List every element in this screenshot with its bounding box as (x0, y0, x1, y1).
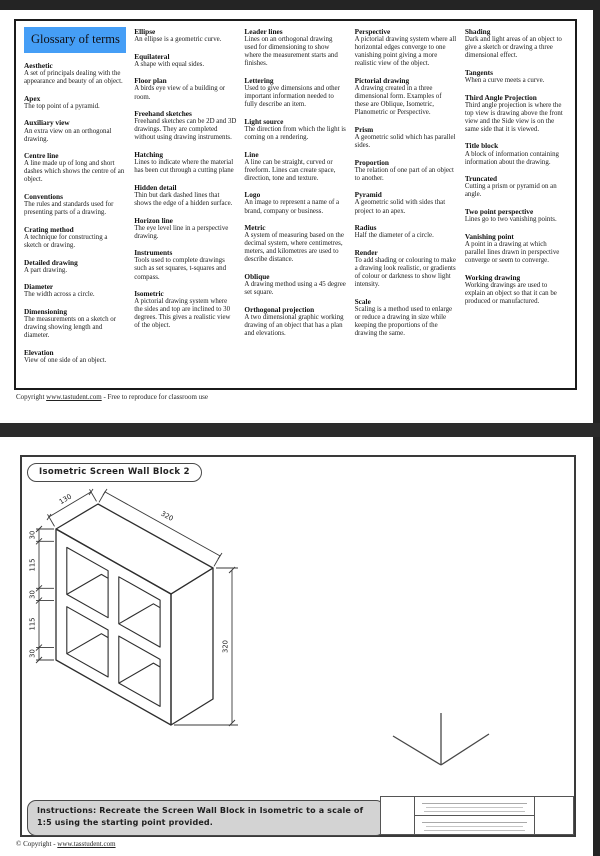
glossary-definition: Thin but dark dashed lines that shows the edge of a hidden surface. (134, 191, 233, 207)
glossary-term: Prism (354, 124, 374, 134)
glossary-term: Title block (464, 141, 499, 151)
glossary-definition: Tools used to complete drawings such as set squares, t-squares and compass. (134, 257, 227, 281)
glossary-definition: When a curve meets a curve. (464, 76, 545, 84)
glossary-entry (134, 216, 236, 241)
starting-point-symbol (375, 703, 515, 778)
glossary-column-4 (355, 27, 457, 382)
glossary-column-2 (134, 27, 236, 382)
copyright-text: © Copyright - (16, 840, 58, 848)
glossary-term: Floor plan (134, 76, 167, 86)
glossary-term: Light source (244, 116, 284, 126)
glossary-definition: An extra view on an orthogonal drawing. (24, 127, 112, 143)
glossary-term: Proportion (354, 157, 389, 167)
placeholder-line (424, 811, 525, 813)
glossary-term: Logo (244, 190, 261, 200)
glossary-definition: A technique for constructing a sketch or drawing. (24, 233, 108, 250)
title-block (380, 796, 574, 835)
glossary-definition: A shape with equal sides. (134, 60, 205, 68)
glossary-definition: The relation of one part of an object to another. (354, 166, 454, 182)
glossary-definition: The top point of a pyramid. (24, 102, 100, 110)
placeholder-line (426, 826, 524, 828)
glossary-entry (355, 248, 457, 289)
copyright-link[interactable]: www.tastudent.com (46, 393, 102, 401)
block-openings (67, 547, 160, 706)
glossary-term: Hatching (134, 149, 163, 159)
glossary-definition: A line made up of long and short dashes which shows the centre of an object. (24, 160, 125, 184)
worksheet-page (20, 455, 576, 837)
glossary-definition: A two dimensional graphic working drawing of an object that has a plan and elevations. (244, 313, 344, 338)
page-gap-band (0, 423, 600, 437)
copyright-link[interactable]: www.tasstudent.com (57, 840, 116, 848)
glossary-entry (465, 207, 567, 224)
glossary-entry (24, 348, 126, 365)
glossary-entry (244, 272, 346, 297)
glossary-entry (355, 190, 457, 215)
glossary-entry (355, 76, 457, 117)
glossary-column-5 (465, 27, 567, 382)
glossary-definition: A drawing method using a 45 degree set square. (244, 281, 346, 297)
glossary-entry (24, 258, 126, 275)
glossary-definition: To add shading or colouring to make a drawing look realistic, or gradients of colour or darkness to show light intensity. (354, 256, 456, 289)
title-block-row (415, 816, 534, 834)
placeholder-line (422, 822, 527, 824)
glossary-term: Equilateral (134, 51, 170, 61)
glossary-term: Vanishing point (464, 231, 514, 241)
title-block-cell (534, 797, 573, 834)
glossary-definition: A pictorial drawing system where all horizontal edges converge to one vanishing point giving a more realistic view of the object. (354, 36, 457, 68)
glossary-term: Ellipse (134, 27, 156, 36)
glossary-term: Two point perspective (464, 206, 534, 216)
glossary-term: Line (244, 149, 259, 159)
glossary-definition: A birds eye view of a building or room. (134, 85, 226, 101)
glossary-definition: A drawing created in a three dimensional form. Examples of these are Oblique, Isometric, Planometric or Perspective. (354, 85, 442, 117)
title-block-cell (381, 797, 415, 834)
glossary-entry (244, 150, 346, 183)
page1-copyright (16, 393, 208, 401)
glossary-entry (465, 93, 567, 134)
glossary-entry (24, 307, 126, 340)
dim-height-label: 320 (221, 640, 230, 653)
dim-chain-label: 115 (28, 558, 37, 572)
glossary-definition: View of one side of an object. (24, 356, 107, 364)
placeholder-line (422, 803, 527, 805)
glossary-entry (355, 27, 457, 68)
worksheet-title-badge: Isometric Screen Wall Block 2 (27, 463, 202, 482)
glossary-entry (244, 223, 346, 264)
glossary-term: Radius (354, 223, 377, 233)
glossary-page (14, 19, 577, 390)
glossary-term: Lettering (244, 75, 274, 85)
glossary-definition: A point in a drawing at which parallel lines drawn in perspective converge or seem to converge. (464, 240, 560, 264)
glossary-entry (465, 141, 567, 166)
glossary-term: Orthogonal projection (244, 304, 315, 314)
glossary-term: Leader lines (244, 27, 283, 36)
glossary-term: Pyramid (354, 190, 382, 200)
glossary-entry (355, 158, 457, 183)
glossary-entry (134, 52, 236, 69)
copyright-suffix: - Free to reproduce for classroom use (101, 393, 209, 401)
glossary-term: Hidden detail (134, 182, 177, 192)
page2-copyright (16, 840, 116, 848)
glossary-definition: The width across a circle. (24, 291, 95, 299)
glossary-term: Elevation (24, 347, 54, 357)
glossary-definition: The direction from which the light is coming on a rendering. (244, 125, 346, 141)
glossary-term: Metric (244, 223, 266, 233)
glossary-entry (465, 273, 567, 306)
glossary-term: Perspective (354, 27, 391, 36)
glossary-entry (134, 248, 236, 281)
glossary-term: Crating method (24, 224, 74, 234)
glossary-definition: Scaling is a method used to enlarge or reduce a drawing in size while keeping the proportions of the drawing the same. (354, 305, 453, 338)
glossary-entry (465, 27, 567, 60)
glossary-definition: The rules and standards used for presenting parts of a drawing. (24, 201, 114, 217)
glossary-entry (465, 68, 567, 85)
glossary-entry (244, 190, 346, 215)
glossary-entry (24, 118, 126, 143)
instructions-box: Instructions: Recreate the Screen Wall Block in Isometric to a scale of 1:5 using the starting point provided. (27, 800, 385, 836)
glossary-term: Render (354, 247, 378, 257)
dimension-labels (29, 493, 230, 658)
glossary-term: Instruments (134, 248, 173, 258)
dim-chain-label: 30 (28, 590, 37, 599)
glossary-entry (134, 27, 236, 44)
glossary-column-3 (244, 27, 346, 382)
glossary-term: Detailed drawing (24, 257, 78, 267)
dim-chain-label: 30 (28, 530, 37, 540)
glossary-entry (24, 61, 126, 86)
glossary-term: Shading (464, 27, 491, 36)
glossary-entry (244, 76, 346, 109)
dim-chain-label: 30 (28, 649, 37, 658)
glossary-entry (244, 305, 346, 338)
glossary-term: Working drawing (464, 272, 521, 282)
glossary-term: Apex (24, 93, 41, 103)
glossary-entry (244, 27, 346, 68)
dim-chain-label: 115 (28, 617, 37, 631)
page-title: Glossary of terms (24, 27, 126, 53)
glossary-term: Aesthetic (24, 61, 53, 70)
glossary-definition: Working drawings are used to explain an object so that it can be produced or manufactured. (464, 281, 557, 305)
glossary-definition: A part drawing. (24, 266, 68, 274)
glossary-entry (134, 150, 236, 175)
glossary-definition: The eye level line in a perspective drawing. (134, 224, 229, 240)
dim-width-label: 320 (159, 509, 175, 523)
glossary-term: Centre line (24, 151, 59, 161)
glossary-definition: A line can be straight, curved or freeform. Lines can create space, direction, tone and texture. (244, 158, 336, 182)
glossary-definition: A set of principals dealing with the appearance and beauty of an object. (24, 70, 123, 86)
glossary-entry (465, 232, 567, 265)
glossary-definition: Used to give dimensions and other important information needed to fully describe an item. (244, 85, 340, 109)
copyright-text: Copyright (16, 393, 47, 401)
glossary-definition: Dark and light areas of an object to give a sketch or drawing a three dimensional effect. (464, 36, 562, 60)
glossary-definition: Freehand sketches can be 2D and 3D drawings. They are completed without using drawing instruments. (134, 118, 237, 142)
glossary-entry (244, 117, 346, 142)
isometric-drawing (28, 483, 268, 783)
glossary-term: Auxiliary view (24, 118, 70, 128)
glossary-definition: Cutting a prism or pyramid on an angle. (464, 183, 557, 199)
glossary-definition: A geometric solid with sides that project to an apex. (354, 199, 446, 215)
glossary-entry (134, 289, 236, 330)
placeholder-line (424, 830, 525, 832)
glossary-term: Oblique (244, 272, 270, 282)
title-block-row (415, 797, 534, 816)
glossary-entry (24, 151, 126, 184)
glossary-entry (355, 223, 457, 240)
glossary-term: Diameter (24, 282, 54, 292)
glossary-definition: Third angle projection is where the top view is drawing above the front view and the Side view is on the same side that it is viewed. (464, 101, 563, 133)
glossary-definition: Half the diameter of a circle. (354, 232, 434, 240)
glossary-term: Scale (354, 296, 371, 306)
glossary-term: Isometric (134, 289, 164, 299)
glossary-entry (24, 282, 126, 299)
glossary-term: Horizon line (134, 215, 173, 225)
glossary-definition: A block of information containing information about the drawing. (464, 150, 559, 166)
glossary-term: Pictorial drawing (354, 75, 410, 85)
glossary-definition: Lines go to two vanishing points. (464, 216, 557, 224)
glossary-column-1 (24, 27, 126, 382)
glossary-term: Truncated (464, 174, 498, 184)
glossary-definition: Lines to indicate where the material has been cut through a cutting plane (134, 159, 234, 175)
glossary-definition: A pictorial drawing system where the sides and top are inclined to 30 degrees. This gives a realistic view of the object. (134, 298, 231, 330)
viewer-top-edge (0, 0, 600, 10)
title-block-fields (415, 797, 534, 834)
glossary-entry (134, 183, 236, 208)
glossary-entry (24, 225, 126, 250)
glossary-definition: A geometric solid which has parallel sides. (354, 133, 456, 150)
glossary-definition: Lines on an orthogonal drawing used for dimensioning to show where the measurement starts and finishes. (244, 36, 338, 68)
glossary-definition: An image to represent a name of a brand, company or business. (244, 199, 340, 215)
glossary-entry (24, 192, 126, 217)
glossary-term: Conventions (24, 192, 63, 202)
glossary-entry (465, 174, 567, 199)
glossary-term: Tangents (464, 67, 493, 77)
glossary-entry (24, 94, 126, 111)
glossary-definition: The measurements on a sketch or drawing showing length and diameter. (24, 316, 117, 340)
dim-depth-label: 130 (57, 492, 74, 507)
glossary-term: Freehand sketches (134, 109, 192, 119)
glossary-entry (355, 125, 457, 150)
placeholder-line (426, 807, 524, 809)
glossary-entry (134, 109, 236, 142)
glossary-entry (134, 76, 236, 101)
glossary-term: Third Angle Projection (464, 92, 537, 102)
glossary-definition: A system of measuring based on the decimal system, where centimetres, meters, and kilometres are used to describe distance. (244, 232, 344, 264)
glossary-term: Dimensioning (24, 306, 67, 316)
glossary-definition: An ellipse is a geometric curve. (134, 36, 222, 44)
glossary-entry (355, 297, 457, 338)
